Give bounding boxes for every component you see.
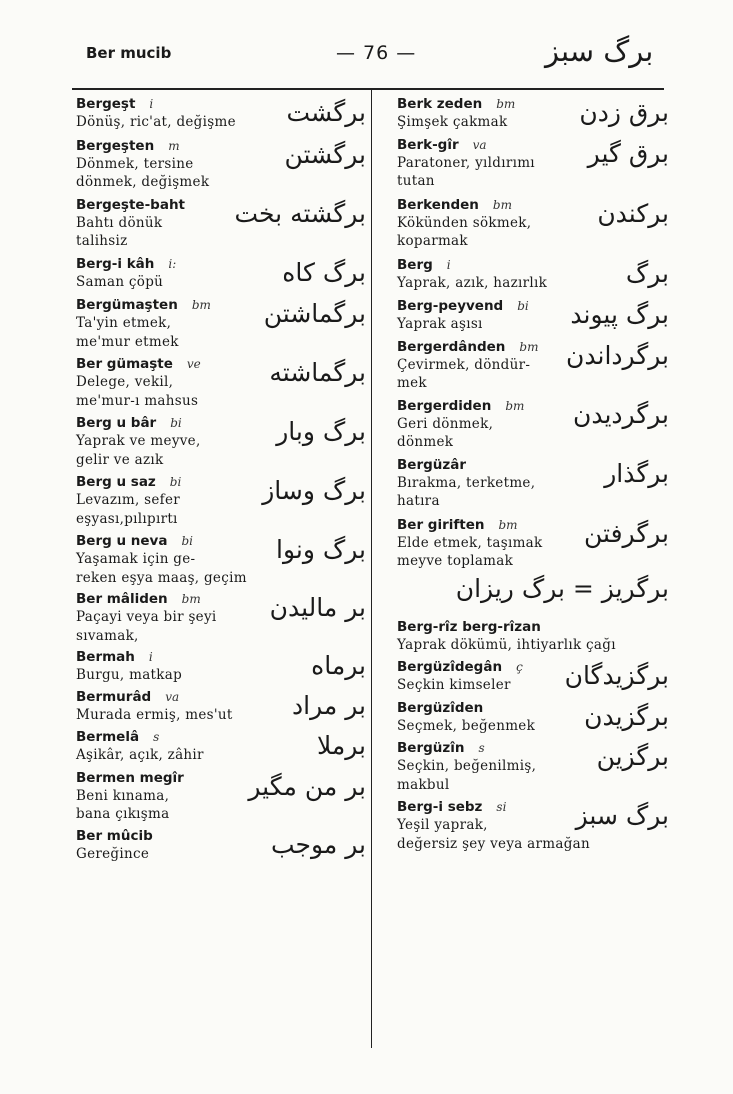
entry-arabic: برگ وساز <box>262 476 366 505</box>
entry-arabic: بر مراد <box>292 690 366 720</box>
headword-text: Berg <box>397 256 433 273</box>
dictionary-entry <box>397 659 669 695</box>
dictionary-entry <box>397 257 669 293</box>
entry-definition: Aşikâr, açık, zâhir <box>76 747 204 763</box>
right-column <box>397 96 669 853</box>
dictionary-entry <box>76 729 366 765</box>
headword-text: Berk-gîr <box>397 136 459 153</box>
dictionary-entry <box>76 689 366 725</box>
headword-text: Berg u neva <box>76 533 168 549</box>
part-of-speech: bm <box>496 97 516 111</box>
entry-definition: Çevirmek, döndür- mek <box>397 356 531 391</box>
headword-text: Bergüzîn <box>397 740 465 756</box>
dictionary-entry <box>397 700 669 736</box>
entry-definition: Yaşamak için ge- reken eşya maaş, geçim <box>76 551 247 586</box>
page-number: — 76 — <box>336 42 417 64</box>
entry-definition: Delege, vekil, me'mur-ı mahsus <box>76 374 199 409</box>
entry-arabic: برگذار <box>604 458 669 488</box>
part-of-speech: bm <box>505 398 525 413</box>
part-of-speech: bm <box>498 517 518 532</box>
part-of-speech: bi <box>169 475 182 489</box>
dictionary-entry <box>76 356 366 410</box>
entry-arabic: برگ پیوند <box>570 300 669 329</box>
entry-arabic: برکندن <box>597 198 669 228</box>
entry-definition: Gereğince <box>76 845 150 862</box>
dictionary-entry <box>76 474 366 528</box>
entry-arabic: برگماشته <box>269 358 366 387</box>
dictionary-entry <box>76 96 366 132</box>
entry-definition: Seçkin, beğenilmiş, makbul <box>397 758 537 793</box>
entry-definition: Bırakma, terketme, hatıra <box>397 474 536 509</box>
headword-text: Bermelâ <box>76 729 140 745</box>
entry-arabic: برگشته بخت <box>234 198 366 228</box>
dictionary-entry <box>397 398 669 452</box>
entry-arabic: بر من مگیر <box>248 771 366 801</box>
part-of-speech: i <box>446 257 451 272</box>
entry-arabic: بر موجب <box>270 829 366 859</box>
headword-text: Ber giriften <box>397 516 485 533</box>
headword-text: Bergerdânden <box>397 338 506 355</box>
dictionary-entry <box>397 573 669 617</box>
headword-text: Bergeşten <box>76 137 155 154</box>
left-column <box>76 96 366 863</box>
entry-arabic: برملا <box>316 731 366 760</box>
entry-definition: Seçkin kimseler <box>397 677 511 693</box>
entry-arabic: برگ سبز <box>575 801 669 830</box>
part-of-speech: bi <box>170 416 182 430</box>
entry-definition: Saman çöpü <box>76 273 164 290</box>
entry-arabic: برگ وبار <box>276 417 366 446</box>
entry-arabic: برگزیدگان <box>564 661 669 690</box>
entry-definition: Beni kınama, bana çıkışma <box>76 787 170 822</box>
dictionary-entry <box>397 298 669 334</box>
headword-text: Bermah <box>76 649 135 665</box>
page-header <box>0 0 733 90</box>
headword-text: Bergüzîdegân <box>397 659 503 675</box>
entry-definition: Levazım, sefer eşyası,pılıpırtı <box>76 492 180 527</box>
headword-text: Bermen megîr <box>76 769 184 786</box>
part-of-speech: bm <box>492 197 512 212</box>
entry-definition: Dönmek, tersine dönmek, değişmek <box>76 155 210 190</box>
headword-text: Ber mâliden <box>76 591 168 607</box>
entry-definition: Dönüş, ric'at, değişme <box>76 114 236 130</box>
dictionary-entry <box>397 96 669 132</box>
entry-arabic: برگردیدن <box>572 399 669 429</box>
entry-arabic: برگرفتن <box>584 518 669 548</box>
entry-headword <box>397 619 669 636</box>
headword-text: Bergüzâr <box>397 456 467 473</box>
entry-definition: Elde etmek, taşımak meyve toplamak <box>397 534 543 569</box>
entry-definition: Seçmek, beğenmek <box>397 717 536 734</box>
headword-text: Berk zeden <box>397 96 483 112</box>
headword-text: Bergeşte-baht <box>76 196 186 213</box>
dictionary-entry <box>76 828 366 864</box>
part-of-speech: i <box>149 97 154 111</box>
entry-definition: Kökünden sökmek, koparmak <box>397 214 532 249</box>
part-of-speech: s <box>153 730 160 744</box>
headword-text: Ber mûcib <box>76 827 153 844</box>
entry-arabic: برگ کاه <box>282 257 366 287</box>
part-of-speech: va <box>165 689 180 704</box>
headword-text: Ber gümaşte <box>76 356 173 372</box>
entry-arabic: برگ <box>625 258 669 288</box>
part-of-speech: bm <box>181 592 201 606</box>
entry-definition: Yeşil yaprak, değersiz şey veya armağan <box>397 817 591 852</box>
entry-arabic: برگ ونوا <box>276 535 366 564</box>
part-of-speech: bi <box>181 534 193 548</box>
entry-arabic: برماه <box>311 651 366 680</box>
dictionary-entry <box>76 591 366 645</box>
headword-text: Bergüzîden <box>397 699 484 716</box>
dictionary-entry <box>397 137 669 191</box>
entry-arabic: برگرداندن <box>566 340 669 370</box>
dictionary-entry <box>397 517 669 571</box>
entry-definition: Yaprak ve meyve, gelir ve azık <box>76 433 201 468</box>
part-of-speech: s <box>478 741 485 755</box>
part-of-speech: va <box>472 137 487 152</box>
dictionary-entry <box>76 297 366 351</box>
entry-definition: Yaprak dökümü, ihtiyarlık çağı <box>397 636 616 653</box>
dictionary-entry <box>397 339 669 393</box>
part-of-speech: si <box>496 800 507 814</box>
headword-text: Bergümaşten <box>76 297 178 313</box>
dictionary-entry <box>76 533 366 587</box>
dictionary-entry <box>76 256 366 292</box>
entry-definition: Geri dönmek, dönmek <box>397 415 494 450</box>
entry-definition: Bahtı dönük talihsiz <box>76 214 163 249</box>
dictionary-entry <box>397 197 669 251</box>
entry-arabic: برگزین <box>596 742 669 771</box>
part-of-speech: i: <box>168 256 177 271</box>
entry-definition: Şimşek çakmak <box>397 114 508 130</box>
entry-arabic: برق زدن <box>579 98 669 127</box>
entry-definition: Yaprak, azık, hazırlık <box>397 274 548 291</box>
headword-text: Bergerdiden <box>397 397 492 414</box>
headword-text: Bermurâd <box>76 688 152 705</box>
dictionary-entry <box>76 649 366 685</box>
part-of-speech: bm <box>519 339 539 354</box>
part-of-speech: ç <box>516 660 523 674</box>
entry-arabic: بر مالیدن <box>269 593 366 622</box>
headword-text: Berg-rîz berg-rîzan <box>397 618 541 635</box>
header-rule <box>72 88 664 90</box>
running-head-arabic: برگ سبز <box>545 34 654 68</box>
entry-definition: Yaprak aşısı <box>397 316 483 332</box>
headword-text: Berg-i sebz <box>397 799 483 815</box>
entry-arabic: برگشت <box>286 98 366 127</box>
dictionary-entry <box>397 740 669 794</box>
part-of-speech: bi <box>517 299 529 313</box>
column-divider <box>371 88 372 1048</box>
part-of-speech: i <box>148 650 153 664</box>
entry-arabic: برگشتن <box>284 139 366 169</box>
dictionary-entry <box>76 415 366 469</box>
headword-text: Berg-i kâh <box>76 255 155 272</box>
headword-text: Berkenden <box>397 196 479 213</box>
headword-text: Berg-peyvend <box>397 298 504 314</box>
running-head: Ber mucib <box>86 44 172 62</box>
dictionary-entry <box>76 770 366 824</box>
entry-arabic: برگزیدن <box>584 701 669 731</box>
part-of-speech: m <box>168 138 180 153</box>
entry-definition: Burgu, matkap <box>76 667 183 683</box>
dictionary-entry <box>397 799 669 853</box>
headword-text: Bergeşt <box>76 96 136 112</box>
part-of-speech: bm <box>191 298 211 312</box>
dictionary-entry <box>76 197 366 251</box>
entry-definition: Paçayi veya bir şeyi sıvamak, <box>76 609 217 644</box>
headword-text: Berg u saz <box>76 474 156 490</box>
entry-definition: Murada ermiş, mes'ut <box>76 706 233 723</box>
entry-definition: Paratoner, yıldırımı tutan <box>397 154 535 189</box>
dictionary-entry <box>76 138 366 192</box>
headword-text: Berg u bâr <box>76 415 157 431</box>
entry-arabic: برق گیر <box>587 138 669 168</box>
dictionary-entry <box>397 619 669 655</box>
entry-arabic: برگماشتن <box>263 299 366 328</box>
entry-definition: Ta'yin etmek, me'mur etmek <box>76 315 179 350</box>
entry-arabic: برگریز = برگ ریزان <box>455 573 669 603</box>
dictionary-entry <box>397 457 669 511</box>
part-of-speech: ve <box>186 357 201 371</box>
